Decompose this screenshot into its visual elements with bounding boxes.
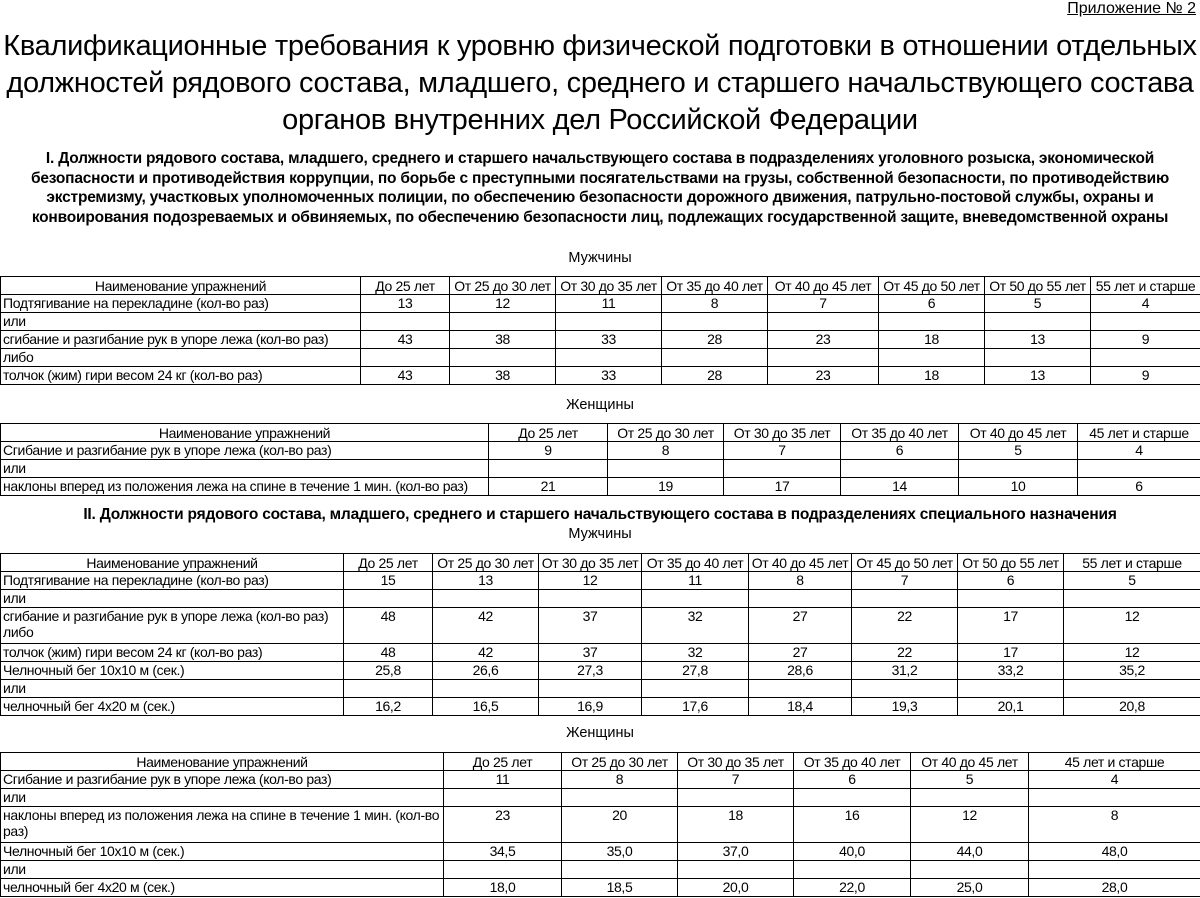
value-cell: 6 <box>879 295 985 313</box>
value-cell: 5 <box>959 442 1078 460</box>
value-cell: 28 <box>662 367 768 385</box>
value-cell: 27,8 <box>642 662 749 680</box>
value-cell: 33,2 <box>958 662 1064 680</box>
value-cell: 40,0 <box>794 843 911 861</box>
column-header-age: 55 лет и старше <box>1091 277 1200 295</box>
value-cell: 31,2 <box>852 662 958 680</box>
value-cell: 12 <box>450 295 556 313</box>
section-1-men-table <box>0 276 1200 385</box>
value-cell <box>361 349 450 367</box>
table-row <box>1 807 1200 843</box>
value-cell: 22,0 <box>794 879 911 897</box>
table-row <box>1 662 1200 680</box>
value-cell: 4 <box>1078 442 1200 460</box>
value-cell: 28,0 <box>1029 879 1200 897</box>
value-cell: 8 <box>562 771 678 789</box>
value-cell: 18,0 <box>444 879 562 897</box>
column-header-age: От 40 до 45 лет <box>959 424 1078 442</box>
page-title: Квалификационные требования к уровню физической подготовки в отношении отдельных должностей рядового состава, младшего, среднего и старшего начальствующего состава органов внутренних дел Российской Федерации <box>3 30 1197 136</box>
value-cell <box>794 789 911 807</box>
value-cell <box>433 590 539 608</box>
value-cell: 35,0 <box>562 843 678 861</box>
value-cell: 33 <box>556 367 662 385</box>
exercise-name-cell: или <box>1 460 489 478</box>
exercise-name-cell: толчок (жим) гири весом 24 кг (кол-во раз) <box>1 367 361 385</box>
column-header-age: От 25 до 30 лет <box>608 424 724 442</box>
annex-label: Приложение № 2 <box>1067 0 1196 17</box>
exercise-name-cell: наклоны вперед из положения лежа на спине в течение 1 мин. (кол-во раз) <box>1 478 489 496</box>
section-1-women-label: Женщины <box>566 397 634 413</box>
value-cell: 9 <box>1091 331 1200 349</box>
section-1-women-table <box>0 423 1200 496</box>
value-cell: 11 <box>642 572 749 590</box>
value-cell: 20,0 <box>678 879 794 897</box>
value-cell: 13 <box>985 367 1091 385</box>
value-cell: 19,3 <box>852 698 958 716</box>
value-cell: 5 <box>911 771 1029 789</box>
value-cell: 18 <box>879 331 985 349</box>
value-cell <box>556 313 662 331</box>
value-cell <box>841 460 959 478</box>
exercise-name-cell: Сгибание и разгибание рук в упоре лежа (кол-во раз) <box>1 771 444 789</box>
value-cell <box>361 313 450 331</box>
column-header-age: От 50 до 55 лет <box>985 277 1091 295</box>
value-cell <box>662 349 768 367</box>
value-cell: 17 <box>958 608 1064 644</box>
value-cell: 17 <box>724 478 841 496</box>
value-cell <box>1029 861 1200 879</box>
column-header-age: От 25 до 30 лет <box>450 277 556 295</box>
value-cell: 15 <box>344 572 433 590</box>
table-row <box>1 771 1200 789</box>
value-cell: 5 <box>1064 572 1200 590</box>
value-cell: 23 <box>444 807 562 843</box>
column-header-age: До 25 лет <box>444 753 562 771</box>
column-header-age: От 25 до 30 лет <box>433 554 539 572</box>
value-cell: 20,8 <box>1064 698 1200 716</box>
column-header-age: 55 лет и старше <box>1064 554 1200 572</box>
value-cell: 27 <box>749 608 852 644</box>
value-cell <box>1091 349 1200 367</box>
value-cell: 16,5 <box>433 698 539 716</box>
value-cell <box>562 789 678 807</box>
table-row <box>1 644 1200 662</box>
value-cell: 12 <box>1064 644 1200 662</box>
value-cell <box>911 861 1029 879</box>
table-row <box>1 349 1200 367</box>
value-cell: 9 <box>489 442 608 460</box>
table-row <box>1 789 1200 807</box>
value-cell: 7 <box>678 771 794 789</box>
exercise-name-cell: или <box>1 789 444 807</box>
value-cell: 20,1 <box>958 698 1064 716</box>
value-cell <box>852 680 958 698</box>
value-cell: 18,4 <box>749 698 852 716</box>
value-cell: 21 <box>489 478 608 496</box>
value-cell <box>879 313 985 331</box>
value-cell: 37 <box>539 644 642 662</box>
value-cell: 38 <box>450 331 556 349</box>
exercise-name-cell: Подтягивание на перекладине (кол-во раз) <box>1 295 361 313</box>
value-cell <box>749 680 852 698</box>
exercise-name-cell: челночный бег 4х20 м (сек.) <box>1 879 444 897</box>
value-cell <box>768 349 879 367</box>
exercise-name-cell: челночный бег 4х20 м (сек.) <box>1 698 344 716</box>
value-cell <box>489 460 608 478</box>
column-header-age: От 45 до 50 лет <box>879 277 985 295</box>
column-header-exercise: Наименование упражнений <box>1 753 444 771</box>
table-header-row <box>1 424 1200 442</box>
column-header-age: От 35 до 40 лет <box>841 424 959 442</box>
value-cell: 48,0 <box>1029 843 1200 861</box>
value-cell <box>1064 590 1200 608</box>
value-cell: 8 <box>662 295 768 313</box>
value-cell <box>678 789 794 807</box>
column-header-age: От 50 до 55 лет <box>958 554 1064 572</box>
value-cell: 48 <box>344 644 433 662</box>
value-cell: 5 <box>985 295 1091 313</box>
value-cell: 16 <box>794 807 911 843</box>
table-row <box>1 608 1200 644</box>
value-cell: 27 <box>749 644 852 662</box>
value-cell: 13 <box>361 295 450 313</box>
value-cell: 9 <box>1091 367 1200 385</box>
value-cell: 6 <box>1078 478 1200 496</box>
value-cell <box>879 349 985 367</box>
exercise-name-cell: или <box>1 590 344 608</box>
value-cell <box>724 460 841 478</box>
value-cell: 7 <box>768 295 879 313</box>
section-2-men-table <box>0 553 1200 716</box>
exercise-name-cell: Челночный бег 10х10 м (сек.) <box>1 662 344 680</box>
table-row <box>1 367 1200 385</box>
value-cell: 8 <box>749 572 852 590</box>
value-cell <box>958 590 1064 608</box>
value-cell: 12 <box>911 807 1029 843</box>
value-cell <box>749 590 852 608</box>
value-cell: 6 <box>841 442 959 460</box>
value-cell: 13 <box>985 331 1091 349</box>
exercise-name-cell: толчок (жим) гири весом 24 кг (кол-во раз) <box>1 644 344 662</box>
table-row <box>1 478 1200 496</box>
column-header-age: От 45 до 50 лет <box>852 554 958 572</box>
column-header-age: От 35 до 40 лет <box>642 554 749 572</box>
column-header-exercise: Наименование упражнений <box>1 277 361 295</box>
value-cell: 18 <box>879 367 985 385</box>
value-cell <box>556 349 662 367</box>
section-2-men-label: Мужчины <box>568 526 632 542</box>
table-row <box>1 313 1200 331</box>
table-header-row <box>1 753 1200 771</box>
value-cell: 33 <box>556 331 662 349</box>
value-cell: 48 <box>344 608 433 644</box>
value-cell <box>433 680 539 698</box>
section-1-men-label: Мужчины <box>568 250 632 266</box>
value-cell: 43 <box>361 331 450 349</box>
value-cell: 44,0 <box>911 843 1029 861</box>
value-cell: 12 <box>539 572 642 590</box>
exercise-name-cell: Подтягивание на перекладине (кол-во раз) <box>1 572 344 590</box>
table-row <box>1 590 1200 608</box>
exercise-name-cell: сгибание и разгибание рук в упоре лежа (кол-во раз) либо <box>1 608 344 644</box>
column-header-exercise: Наименование упражнений <box>1 424 489 442</box>
column-header-age: До 25 лет <box>361 277 450 295</box>
value-cell: 22 <box>852 608 958 644</box>
exercise-name-cell: или <box>1 680 344 698</box>
value-cell: 37,0 <box>678 843 794 861</box>
value-cell <box>958 680 1064 698</box>
exercise-name-cell: либо <box>1 349 361 367</box>
table-header-row <box>1 277 1200 295</box>
column-header-age: До 25 лет <box>344 554 433 572</box>
value-cell: 14 <box>841 478 959 496</box>
value-cell <box>562 861 678 879</box>
value-cell <box>444 789 562 807</box>
value-cell: 23 <box>768 367 879 385</box>
exercise-name-cell: наклоны вперед из положения лежа на спине в течение 1 мин. (кол-во раз) <box>1 807 444 843</box>
column-header-age: От 35 до 40 лет <box>662 277 768 295</box>
column-header-age: От 25 до 30 лет <box>562 753 678 771</box>
column-header-age: От 30 до 35 лет <box>539 554 642 572</box>
table-row <box>1 698 1200 716</box>
table-row <box>1 295 1200 313</box>
value-cell: 28,6 <box>749 662 852 680</box>
value-cell: 16,9 <box>539 698 642 716</box>
value-cell <box>662 313 768 331</box>
column-header-age: До 25 лет <box>489 424 608 442</box>
column-header-age: От 40 до 45 лет <box>911 753 1029 771</box>
value-cell <box>539 680 642 698</box>
value-cell: 32 <box>642 644 749 662</box>
column-header-age: От 30 до 35 лет <box>678 753 794 771</box>
value-cell: 25,8 <box>344 662 433 680</box>
value-cell: 43 <box>361 367 450 385</box>
table-row <box>1 460 1200 478</box>
value-cell <box>1078 460 1200 478</box>
value-cell: 38 <box>450 367 556 385</box>
value-cell <box>985 349 1091 367</box>
value-cell: 13 <box>433 572 539 590</box>
value-cell <box>794 861 911 879</box>
value-cell <box>852 590 958 608</box>
column-header-exercise: Наименование упражнений <box>1 554 344 572</box>
value-cell: 17 <box>958 644 1064 662</box>
section-2-women-label: Женщины <box>566 725 634 741</box>
value-cell <box>642 680 749 698</box>
value-cell: 10 <box>959 478 1078 496</box>
exercise-name-cell: Челночный бег 10х10 м (сек.) <box>1 843 444 861</box>
value-cell: 12 <box>1064 608 1200 644</box>
section-2-heading: II. Должности рядового состава, младшего, среднего и старшего начальствующего состава в подразделениях специального назначения <box>83 506 1117 523</box>
value-cell <box>768 313 879 331</box>
value-cell: 42 <box>433 608 539 644</box>
value-cell: 22 <box>852 644 958 662</box>
value-cell: 16,2 <box>344 698 433 716</box>
value-cell: 6 <box>794 771 911 789</box>
table-row <box>1 879 1200 897</box>
value-cell: 17,6 <box>642 698 749 716</box>
value-cell: 4 <box>1091 295 1200 313</box>
column-header-age: От 40 до 45 лет <box>749 554 852 572</box>
value-cell <box>1091 313 1200 331</box>
value-cell: 26,6 <box>433 662 539 680</box>
value-cell: 34,5 <box>444 843 562 861</box>
value-cell: 11 <box>444 771 562 789</box>
value-cell: 8 <box>1029 807 1200 843</box>
value-cell: 27,3 <box>539 662 642 680</box>
value-cell <box>959 460 1078 478</box>
section-2-women-table <box>0 752 1200 897</box>
value-cell: 20 <box>562 807 678 843</box>
value-cell: 28 <box>662 331 768 349</box>
table-row <box>1 680 1200 698</box>
table-row <box>1 861 1200 879</box>
column-header-age: 45 лет и старше <box>1078 424 1200 442</box>
table-row <box>1 442 1200 460</box>
value-cell <box>344 590 433 608</box>
value-cell <box>642 590 749 608</box>
column-header-age: 45 лет и старше <box>1029 753 1200 771</box>
value-cell <box>985 313 1091 331</box>
table-row <box>1 843 1200 861</box>
section-1-heading: I. Должности рядового состава, младшего, среднего и старшего начальствующего состава в подразделениях уголовного розыска, экономической безопасности и противодействия коррупции, по борьбе с преступными посягательствами на грузы, собственной безопасности, по противодействию экстремизму, участковых уполномоченных полиции, по обеспечению безопасности дорожного движения, патрульно-постовой службы, охраны и конвоирования подозреваемых и обвиняемых, по обеспечению безопасности лиц, подлежащих государственной защите, вневедомственной охраны <box>30 150 1170 226</box>
value-cell <box>1064 680 1200 698</box>
table-row <box>1 572 1200 590</box>
value-cell <box>1029 789 1200 807</box>
value-cell: 23 <box>768 331 879 349</box>
table-row <box>1 331 1200 349</box>
value-cell: 4 <box>1029 771 1200 789</box>
exercise-name-cell: сгибание и разгибание рук в упоре лежа (кол-во раз) <box>1 331 361 349</box>
exercise-name-cell: или <box>1 313 361 331</box>
value-cell <box>539 590 642 608</box>
value-cell <box>444 861 562 879</box>
column-header-age: От 35 до 40 лет <box>794 753 911 771</box>
value-cell: 11 <box>556 295 662 313</box>
value-cell: 6 <box>958 572 1064 590</box>
value-cell <box>678 861 794 879</box>
value-cell: 25,0 <box>911 879 1029 897</box>
value-cell <box>450 349 556 367</box>
exercise-name-cell: Сгибание и разгибание рук в упоре лежа (кол-во раз) <box>1 442 489 460</box>
value-cell <box>608 460 724 478</box>
value-cell: 19 <box>608 478 724 496</box>
value-cell <box>450 313 556 331</box>
value-cell: 18 <box>678 807 794 843</box>
value-cell: 35,2 <box>1064 662 1200 680</box>
value-cell: 8 <box>608 442 724 460</box>
value-cell <box>344 680 433 698</box>
column-header-age: От 30 до 35 лет <box>724 424 841 442</box>
column-header-age: От 40 до 45 лет <box>768 277 879 295</box>
value-cell: 37 <box>539 608 642 644</box>
value-cell <box>911 789 1029 807</box>
value-cell: 42 <box>433 644 539 662</box>
column-header-age: От 30 до 35 лет <box>556 277 662 295</box>
value-cell: 18,5 <box>562 879 678 897</box>
exercise-name-cell: или <box>1 861 444 879</box>
value-cell: 7 <box>852 572 958 590</box>
value-cell: 7 <box>724 442 841 460</box>
table-header-row <box>1 554 1200 572</box>
value-cell: 32 <box>642 608 749 644</box>
